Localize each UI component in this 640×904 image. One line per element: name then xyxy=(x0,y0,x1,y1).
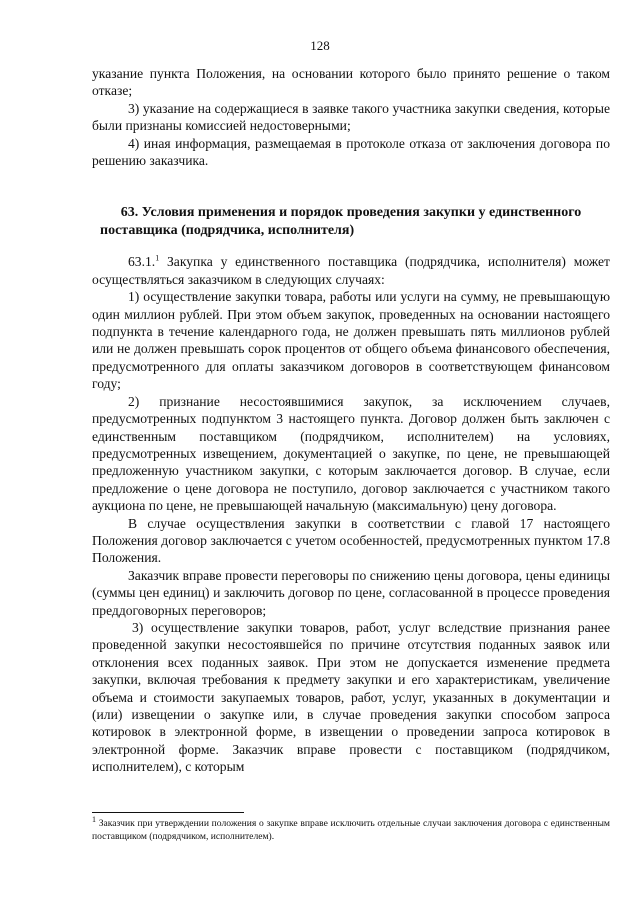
document-body xyxy=(92,65,610,776)
footnote-separator xyxy=(92,812,244,813)
paragraph-subitem-3: 3) осуществление закупки товаров, работ, услуг вследствие признания ранее проведенной закупки несостоявшейся по причине отсутствия поданных заявок или отклонения всех поданных заявок. При этом не допускается изменение предмета закупки, включая требования к предмету закупки и его характеристикам, увеличение объема и стоимости закупаемых товаров, работ, услуг, указанных в документации и (или) извещении о закупке или, в случае проведения закупки способом запроса котировок в электронной форме, в извещении о проведении запроса котировок в электронной форме. Заказчик вправе провести с поставщиком (подрядчиком, исполнителем), с которым xyxy=(92,619,610,775)
clause-number: 63.1. xyxy=(128,254,156,270)
paragraph-subitem-2: 2) признание несостоявшимися закупок, за исключением случаев, предусмотренных подпунктом 3 настоящего пункта. Договор должен быть заключен с единственным поставщиком (подрядчиком, исполнителем) на условиях, предусмотренных извещением, документацией о закупке, по цене, не превышающей предложенную участником закупки, с которым заключается договор. В случае, если предложение о цене договора не поступило, договор заключается с участником такого аукциона по цене, не превышающей начальную (максимальную) цену договора. xyxy=(92,393,610,514)
footnote-reference: 1 xyxy=(155,253,160,263)
footnote xyxy=(92,814,610,843)
page-number: 128 xyxy=(310,38,330,53)
paragraph-chapter-17-note: В случае осуществления закупки в соответствии с главой 17 настоящего Положения договор заключается с учетом особенностей, предусмотренных пунктом 17.8 Положения. xyxy=(92,515,610,566)
section-heading: 63. Условия применения и порядок проведения закупки у единственного поставщика (подрядчика, исполнителя) xyxy=(100,205,582,238)
paragraph-negotiations: Заказчик вправе провести переговоры по снижению цены договора, цены единицы (суммы цен единиц) и заключить договор по цене, согласованной в процессе проведения преддоговорных переговоров; xyxy=(92,567,610,618)
paragraph-item-3: 3) указание на содержащиеся в заявке такого участника закупки сведения, которые были признаны комиссией недостоверными; xyxy=(92,100,610,134)
clause-intro-text: Закупка у единственного поставщика (подрядчика, исполнителя) может осуществляться заказчиком в следующих случаях: xyxy=(92,254,610,287)
paragraph-item-4: 4) иная информация, размещаемая в протоколе отказа от заключения договора по решению заказчика. xyxy=(92,135,610,169)
footnote-text: Заказчик при утверждении положения о закупке вправе исключить отдельные случаи заключения договора с единственным поставщиком (подрядчиком, исполнителем). xyxy=(92,818,610,842)
footnote-marker: 1 xyxy=(92,814,96,824)
clause-intro-paragraph xyxy=(92,253,610,288)
paragraph-subitem-1: 1) осуществление закупки товара, работы или услуги на сумму, не превышающую один миллион рублей. При этом объем закупок, проведенных на основании настоящего подпункта в течение календарного года, не должен превышать пять миллионов рублей или не должен превышать сорок процентов от общего объема финансового обеспечения, предусмотренного для оплаты заказчиком договоров в соответствующем финансовом году; xyxy=(92,289,610,392)
paragraph-continuation: указание пункта Положения, на основании которого было принято решение о таком отказе; xyxy=(92,66,610,99)
